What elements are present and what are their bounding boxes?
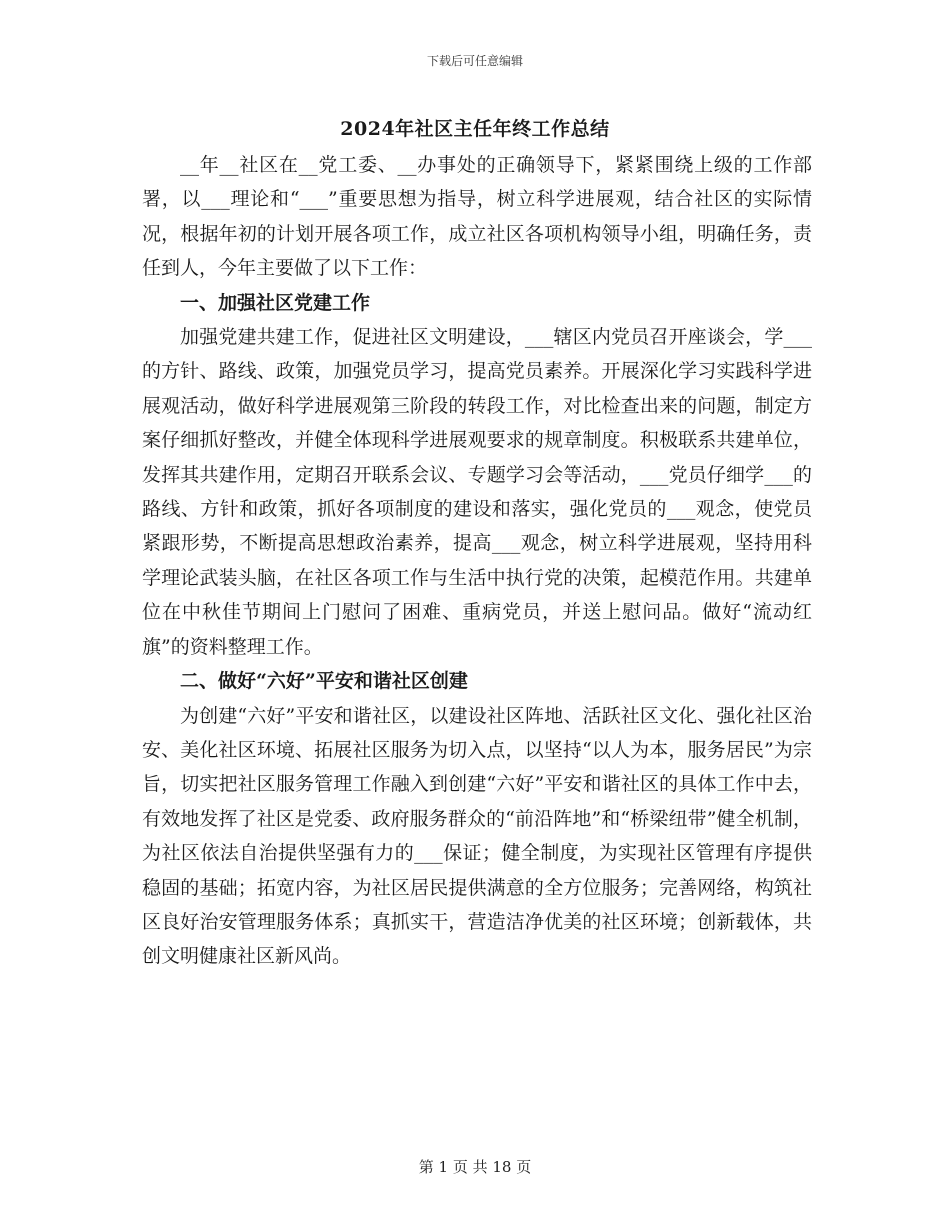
section-2-paragraph: 为创建“六好”平安和谐社区，以建设社区阵地、活跃社区文化、强化社区治安、美化社区环境、拓展社区服务为切入点，以坚持“以人为本，服务居民”为宗旨，切实把社区服务管理工作融入到创建“六好”平安和谐社区的具体工作中去，有效地发挥了社区是党委、政府服务群众的“前沿阵地”和“桥梁纽带”健全机制，为社区依法自治提供坚强有力的___保证；健全制度，为实现社区管理有序提供稳固的基础；拓宽内容，为社区居民提供满意的全方位服务；完善网络，构筑社区良好治安管理服务体系；真抓实干，营造洁净优美的社区环境；创新载体，共创文明健康社区新风尚。 — [142, 704, 812, 968]
section-1-paragraph: 加强党建共建工作，促进社区文明建设，___辖区内党员召开座谈会，学___的方针、路线、政策，加强党员学习，提高党员素养。开展深化学习实践科学进展观活动，做好科学进展观第三阶段的转段工作，对比检查出来的问题，制定方案仔细抓好整改，并健全体现科学进展观要求的规章制度。积极联系共建单位，发挥其共建作用，定期召开联系会议、专题学习会等活动，___党员仔细学___的路线、方针和政策，抓好各项制度的建设和落实，强化党员的___观念，使党员紧跟形势，不断提高思想政治素养，提高___观念，树立科学进展观，坚持用科学理论武装头脑，在社区各项工作与生活中执行党的决策，起模范作用。共建单位在中秋佳节期间上门慰问了困难、重病党员，并送上慰问品。做好“流动红旗”的资料整理工作。 — [142, 326, 812, 658]
page-footer: 第 1 页 共 18 页 — [418, 1158, 532, 1176]
section-2-heading: 二、做好“六好”平安和谐社区创建 — [180, 670, 468, 693]
section-1-heading: 一、加强社区党建工作 — [180, 291, 371, 314]
document-title: 2024年社区主任年终工作总结 — [340, 118, 610, 140]
intro-paragraph: __年__社区在__党工委、__办事处的正确领导下，紧紧围绕上级的工作部署，以___理论和“___”重要思想为指导，树立科学进展观，结合社区的实际情况，根据年初的计划开展各项工作，成立社区各项机构领导小组，明确任务，责任到人，今年主要做了以下工作： — [142, 154, 812, 280]
page-header: 下载后可任意编辑 — [426, 54, 523, 68]
document-body — [142, 148, 812, 974]
